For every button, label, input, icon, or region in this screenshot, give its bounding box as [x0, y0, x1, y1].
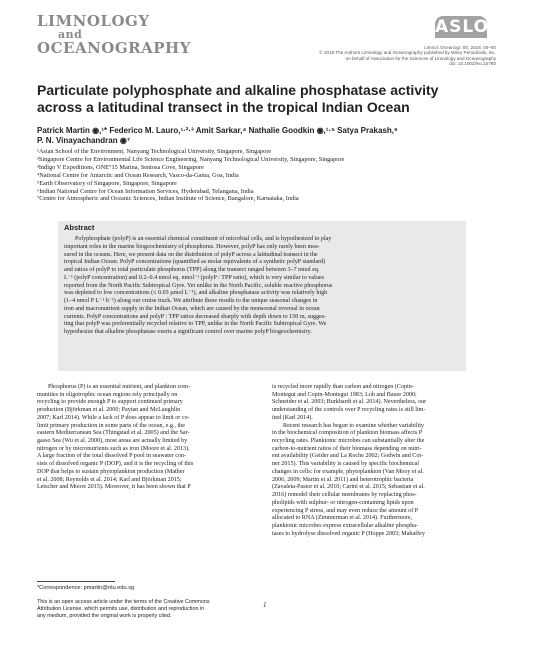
- meta-line: © 2018 The Authors Limnology and Oceanography published by Wiley Periodicals, Inc.: [319, 50, 496, 56]
- body-line: Schneider et al. 2003; Burkhardt et al. 2014). Nevertheless, our: [272, 399, 427, 406]
- body-line: nitrogen or by micronutrients such as iron (Moore et al. 2013).: [37, 445, 190, 452]
- title-line: across a latitudinal transect in the tropical Indian Ocean: [37, 99, 410, 115]
- abstract-text: [64, 236, 460, 337]
- journal-title-line2: and: [58, 28, 83, 41]
- body-line: Letscher and Moore 2015). Moreover, it has been shown that P: [37, 484, 191, 491]
- body-column-right: [272, 384, 496, 538]
- meta-line: Limnol. Oceanogr. 00, 2018, 00–00: [424, 45, 496, 50]
- abstract-line: was depleted to low concentrations (≤ 0.03 µmol L⁻¹), and alkaline phosphatase activity was relatively high: [64, 290, 328, 297]
- journal-title: [37, 14, 191, 56]
- body-line: is recycled more rapidly than carbon and nitrogen (Copin-: [272, 384, 414, 390]
- meta-line: doi: 10.1002/lno.10780: [449, 61, 496, 67]
- abstract-line: iron and macronutrient supply in the Indian Ocean, which are caused by the monsoonal reversal in ocean: [64, 305, 320, 312]
- body-line: production (Björkman et al. 2000; Paytan and McLaughlin: [37, 407, 181, 414]
- journal-title-line1: LIMNOLOGY: [37, 12, 150, 30]
- body-line: in the biochemical composition of plankton biomass affects P: [272, 430, 423, 437]
- body-line: recycling to provide enough P to support continued primary: [37, 399, 183, 406]
- body-line: limit primary production in some parts of the ocean, e.g., the: [37, 422, 185, 429]
- author-line: P. N. Vinayachandran ◉⁷: [37, 136, 131, 145]
- body-line: experiencing P stress, and may even reduce the amount of P: [272, 507, 419, 514]
- body-line: Phosphorus (P) is an essential nutrient, and plankton com-: [48, 384, 190, 390]
- abstract-line: reported from the North Pacific Subtropical Gyre. Yet unlike in the North Pacific, soluble reactive phosphorus: [64, 282, 333, 289]
- body-line: et al. 2008; Reynolds et al. 2014; Karl and Björkman 2015;: [37, 476, 182, 483]
- meta-line: on behalf of Association for the Sciences of Limnology and Oceanography: [345, 55, 496, 61]
- body-line: recycling rates. Planktonic microbes can substantially alter the: [272, 438, 425, 445]
- author-list: [37, 126, 497, 146]
- body-line: planktonic microbes express extracellular alkaline phospha-: [272, 522, 419, 529]
- body-line: munities in oligotrophic ocean regions rely principally on: [37, 391, 178, 398]
- body-line: DOP that helps to sustain phytoplankton production (Mather: [37, 468, 185, 475]
- affiliation: ¹Asian School of the Environment, Nanyang Technological University, Singapore, Singapore: [37, 148, 272, 155]
- body-line: 2007; Karl 2014). While a lack of P does appear to limit or co-: [37, 414, 190, 421]
- body-line: understanding of the controls over P recycling rates is still lim-: [272, 407, 426, 414]
- abstract-line: hypothesize that alkaline phosphatase exerts a significant control over marine polyP biogeochemistry.: [64, 329, 312, 335]
- article-title: [37, 82, 497, 116]
- aslo-logo: ASLO: [435, 17, 490, 37]
- footnote-rule: [37, 581, 115, 582]
- body-line: 2006, 2009; Martin et al. 2011) and heterotrophic bacteria: [272, 476, 414, 483]
- license-line: any medium, provided the original work is properly cited.: [37, 613, 172, 620]
- body-line: carbon-to-nutrient ratios of their biomass depending on nutri-: [272, 445, 422, 452]
- body-line: ited (Karl 2014).: [272, 414, 313, 421]
- page-number: 1: [263, 601, 267, 609]
- abstract-line: important roles in the marine biogeochemistry of phosphorus. However, polyP has only rarely been mea-: [64, 243, 320, 250]
- body-line: changes in cells: for example, phytoplankton (Van Mooy et al.: [272, 468, 424, 475]
- body-line: ner 2015). This variability is caused by specific biochemical: [272, 461, 419, 468]
- author-line: Patrick Martin ◉,¹* Federico M. Lauro,¹·²·³ Amit Sarkar,⁴ Nathalie Goodkin ◉,¹·⁵ Satya Prakash,⁶: [37, 126, 398, 135]
- affiliation-list: [37, 148, 507, 203]
- article-meta: [236, 45, 496, 67]
- abstract-line: (1–4 nmol P L⁻¹ h⁻¹) along our cruise track. We attribute these results to the unique seasonal changes in: [64, 298, 318, 304]
- body-line: allocated to RNA (Zimmerman et al. 2014). Furthermore,: [272, 515, 413, 522]
- license-line: Attribution License, which permits use, distribution and reproduction in: [37, 606, 205, 613]
- body-line: sists of dissolved organic P (DOP), and it is the recycling of this: [37, 461, 194, 468]
- abstract-line: and ratios of polyP to total particulate phosphorus (TPP) along the transect ranged between 3–7 nmol eq.: [64, 267, 320, 273]
- body-line: (Zavaleta-Pastor et al. 2010; Carini et al. 2015; Sebastian et al.: [272, 484, 425, 491]
- body-line: eastern Mediterranean Sea (Thingstad et al. 2005) and the Sar-: [37, 430, 190, 437]
- body-line: 2016) remodel their cellular membranes by replacing phos-: [272, 492, 417, 499]
- abstract-heading: Abstract: [64, 223, 95, 232]
- body-line: Montegut and Copin-Montegut 1983; Loh and Bauer 2000;: [272, 391, 417, 398]
- body-line: tases to hydrolyse dissolved organic P (Hoppe 2003; Mahaffey: [272, 530, 425, 537]
- abstract-line: L⁻¹ (polyP concentration) and 0.2–0.4 nmol eq. nmol⁻¹ (polyP : TPP ratio), which is very similar to values: [64, 274, 324, 281]
- abstract-line: ting that polyP was preferentially recycled relative to TPP, unlike in the North Pacific Subtropical Gyre. We: [64, 321, 327, 328]
- body-line: gasso Sea (Wu et al. 2000), most areas are actually limited by: [37, 438, 188, 445]
- license-line: This is an open access article under the terms of the Creative Commons: [37, 599, 210, 605]
- body-line: A large fraction of the total dissolved P pool in seawater con-: [37, 453, 187, 460]
- title-line: Particulate polyphosphate and alkaline phosphatase activity: [37, 82, 439, 98]
- abstract-line: Polyphosphate (polyP) is an essential chemical constituent of microbial cells, and is hypothesized to play: [75, 236, 332, 242]
- affiliation: ⁵Earth Observatory of Singapore, Singapore, Singapore: [37, 179, 177, 187]
- journal-title-line3: OCEANOGRAPHY: [37, 39, 191, 57]
- affiliation: ⁴National Centre for Antarctic and Ocean Research, Vasco-da-Gama, Goa, India: [37, 171, 239, 179]
- body-line: pholipids with sulphur- or nitrogen-containing lipids upon: [272, 499, 414, 506]
- body-line: ent availability (Geider and La Roche 2002; Godwin and Cot-: [272, 453, 424, 460]
- correspondence-note: *Correspondence: pmartin@ntu.edu.sg: [37, 585, 135, 591]
- abstract-line: currents. PolyP concentrations and polyP : TPP ratios decreased sharply with depth down to 150 m, sugges-: [64, 313, 327, 320]
- abstract-line: tropical Indian Ocean. PolyP concentrations (quantified as molar equivalents of a synthetic polyP standard): [64, 259, 326, 266]
- affiliation: ⁷Centre for Atmospheric and Oceanic Sciences, Indian Institute of Science, Bangalore, Karnataka, India: [37, 195, 299, 203]
- license-note: [37, 599, 261, 620]
- affiliation: ²Singapore Centre for Environmental Life Science Engineering, Nanyang Technological University, Singapore, Singapore: [37, 155, 345, 163]
- body-line: Recent research has begun to examine whether variability: [283, 422, 424, 429]
- body-column-left: [37, 384, 261, 492]
- affiliation: ⁶Indian National Centre for Ocean Information Services, Hyderabad, Telangana, India: [37, 187, 254, 195]
- abstract-line: sured in the oceans. Here, we present data on the distribution of polyP across a latitudinal transect in the: [64, 251, 318, 258]
- affiliation: ³Indigo V Expeditions, ONE°15 Marina, Sentosa Cove, Singapore: [37, 163, 204, 171]
